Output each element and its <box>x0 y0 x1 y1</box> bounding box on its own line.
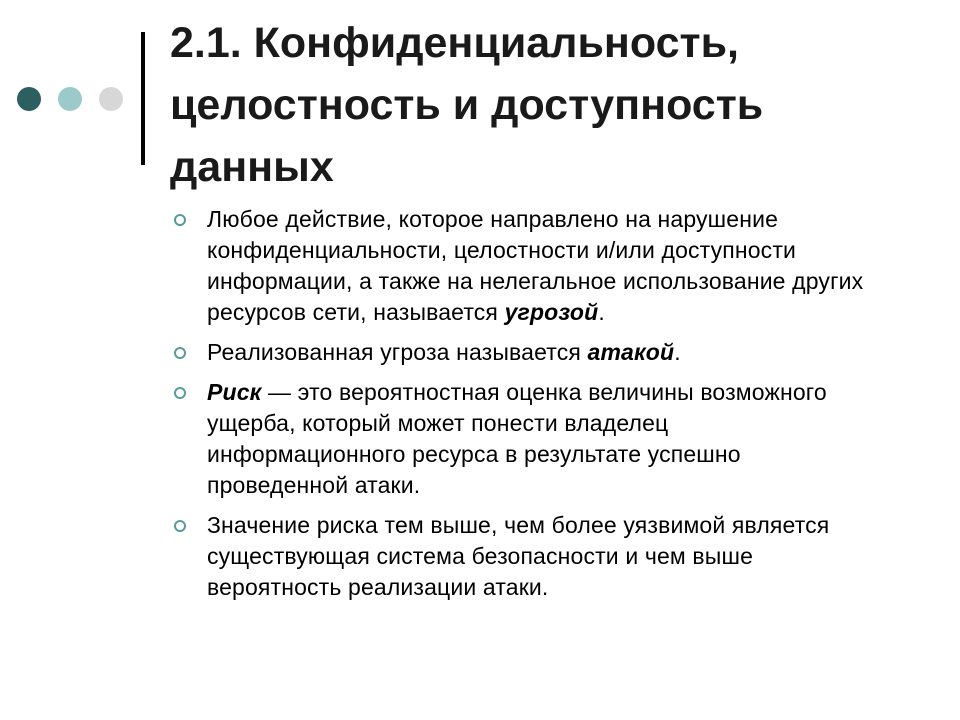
bullet-text-end: — это вероятностная оценка величины возможного ущерба, который может понести владелец информационного ресурса в результате успешно проведенной атаки. <box>207 379 827 498</box>
bullet-text-end: . <box>598 299 605 325</box>
dark-teal-dot-icon <box>17 87 41 111</box>
bullet-emphasis-term: Риск <box>207 379 262 405</box>
bullet-item-attack <box>171 337 871 368</box>
bullet-text: Реализованная угроза называется <box>207 339 588 365</box>
title-divider <box>141 32 145 165</box>
ring-bullet-icon <box>174 387 186 399</box>
light-teal-dot-icon <box>58 87 82 111</box>
bullet-emphasis-term: атакой <box>587 339 675 365</box>
bullet-item-risk-value <box>171 510 871 603</box>
bullet-item-risk <box>171 377 871 501</box>
bullet-list <box>171 204 871 612</box>
gray-dot-icon <box>99 87 123 111</box>
ring-bullet-icon <box>174 347 186 359</box>
bullet-text: Значение риска тем выше, чем более уязвимой является существующая система безопасности и чем выше вероятность реализации атаки. <box>207 512 830 600</box>
bullet-text-end: . <box>674 339 681 365</box>
bullet-item-threat <box>171 204 871 328</box>
decorative-dots <box>17 87 127 113</box>
ring-bullet-icon <box>174 214 186 226</box>
bullet-emphasis-term: угрозой <box>504 299 599 325</box>
bullet-text: Любое действие, которое направлено на нарушение конфиденциальности, целостности и/или доступности информации, а также на нелегальное использование других ресурсов сети, называется <box>207 206 864 325</box>
slide-title: 2.1. Конфиденциальность, целостность и доступность данных <box>170 19 764 191</box>
ring-bullet-icon <box>174 520 186 532</box>
